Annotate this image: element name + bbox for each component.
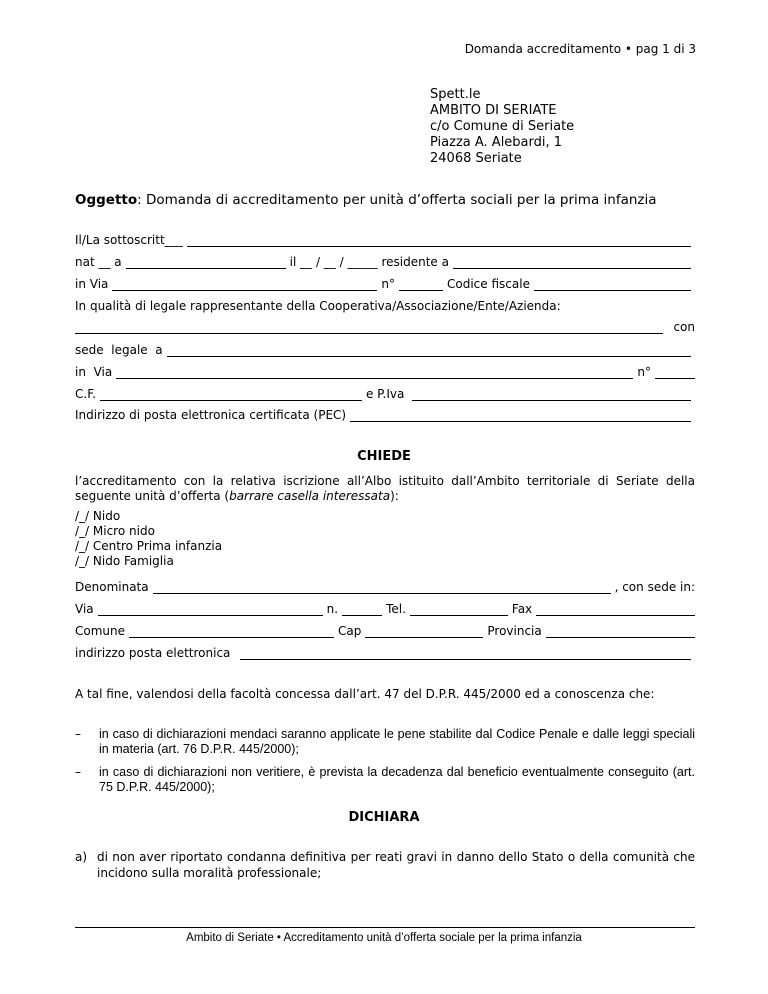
pec-label: Indirizzo di posta elettronica certificata (PEC) bbox=[75, 408, 347, 422]
footer-divider bbox=[75, 927, 695, 928]
address-row bbox=[75, 277, 695, 293]
denominata-row bbox=[75, 580, 695, 596]
street-field[interactable] bbox=[112, 279, 377, 291]
applicant-name-field[interactable] bbox=[187, 235, 691, 247]
unit-comune-row bbox=[75, 624, 695, 640]
option-nido-famiglia-checkbox[interactable]: /_/ Nido Famiglia bbox=[75, 554, 174, 568]
cap-field[interactable] bbox=[365, 626, 483, 638]
option-micro-nido-checkbox[interactable]: /_/ Micro nido bbox=[75, 524, 155, 538]
unit-n-label: n. bbox=[326, 602, 339, 616]
unit-email-row bbox=[75, 646, 695, 662]
via2-label: in Via bbox=[75, 365, 113, 379]
qualita-label: In qualità di legale rappresentante della Cooperativa/Associazione/Ente/Azienda: bbox=[75, 299, 561, 313]
email-label: indirizzo posta elettronica bbox=[75, 646, 231, 660]
pec-row bbox=[75, 408, 695, 424]
sede-number-field[interactable] bbox=[655, 367, 695, 379]
address-line: 24068 Seriate bbox=[430, 151, 522, 166]
chiede-text bbox=[75, 474, 695, 504]
piva-field[interactable] bbox=[412, 389, 691, 401]
unit-address-row bbox=[75, 602, 695, 618]
sede-address-row bbox=[75, 365, 695, 381]
organization-row bbox=[75, 320, 695, 336]
option-nido-checkbox[interactable]: /_/ Nido bbox=[75, 509, 121, 523]
dichiara-heading: DICHIARA bbox=[348, 810, 420, 825]
declaration-text: di non aver riportato condanna definitiva per reati gravi in danno dello Stato o della comunità che incidono sulla moralità professionale; bbox=[97, 850, 695, 880]
address-line: Spett.le bbox=[430, 87, 481, 102]
number-label: n° bbox=[381, 277, 395, 291]
denominata-field[interactable] bbox=[153, 582, 611, 594]
con-label: con bbox=[673, 320, 695, 334]
birth-row bbox=[75, 255, 695, 271]
unit-n-field[interactable] bbox=[342, 604, 382, 616]
sede-legale-label: sede legale a bbox=[75, 343, 163, 357]
codice-fiscale-field[interactable] bbox=[534, 279, 691, 291]
residence-field[interactable] bbox=[453, 257, 691, 269]
sede-legale-row bbox=[75, 343, 695, 359]
chiede-heading: CHIEDE bbox=[357, 449, 411, 464]
cap-label: Cap bbox=[338, 624, 362, 638]
declaration-item bbox=[75, 849, 695, 881]
chiede-text-before: l’accreditamento con la relativa iscrizione all’Albo istituito dall’Ambito territoriale di Seriate della seguente unità d’offerta ( bbox=[75, 474, 695, 503]
via-label: in Via bbox=[75, 277, 109, 291]
warning-text: in caso di dichiarazioni mendaci saranno applicate le pene stabilite dal Codice Penale e dalle leggi speciali in materia (art. 76 D.P.R. 445/2000); bbox=[99, 727, 695, 756]
tax-row bbox=[75, 387, 695, 403]
sede-street-field[interactable] bbox=[116, 367, 633, 379]
dash-marker: – bbox=[75, 765, 81, 779]
number2-label: n° bbox=[637, 365, 651, 379]
tel-field[interactable] bbox=[410, 604, 508, 616]
page-header: Domanda accreditamento • pag 1 di 3 bbox=[464, 42, 696, 56]
residente-label: residente a bbox=[381, 255, 449, 269]
provincia-field[interactable] bbox=[546, 626, 695, 638]
page-footer: Ambito di Seriate • Accreditamento unità d’offerta sociale per la prima infanzia bbox=[186, 932, 582, 944]
cf-label: C.F. bbox=[75, 387, 96, 401]
fax-field[interactable] bbox=[536, 604, 695, 616]
address-line: Piazza A. Alebardi, 1 bbox=[430, 135, 563, 150]
sede-legale-field[interactable] bbox=[167, 345, 691, 357]
email-field[interactable] bbox=[240, 648, 691, 660]
sottoscritt-label: Il/La sottoscritt___ bbox=[75, 233, 183, 247]
denominata-label: Denominata bbox=[75, 580, 149, 594]
birth-place-field[interactable] bbox=[126, 257, 286, 269]
comune-label: Comune bbox=[75, 624, 126, 638]
unit-via-field[interactable] bbox=[98, 604, 323, 616]
warning-item bbox=[75, 727, 695, 757]
dash-marker: – bbox=[75, 727, 81, 741]
fax-label: Fax bbox=[511, 602, 533, 616]
address-line: AMBITO DI SERIATE bbox=[430, 103, 557, 118]
piva-label: e P.Iva bbox=[365, 387, 405, 401]
chiede-text-italic: barrare casella interessata bbox=[229, 489, 391, 503]
warning-text: in caso di dichiarazioni non veritiere, è prevista la decadenza dal beneficio eventualmente conseguito (art. 75 D.P.R. 445/2000); bbox=[99, 765, 695, 794]
declaration-marker: a) bbox=[75, 850, 88, 864]
con-sede-label: , con sede in: bbox=[614, 580, 695, 594]
provincia-label: Provincia bbox=[487, 624, 542, 638]
tel-label: Tel. bbox=[386, 602, 406, 616]
unit-via-label: Via bbox=[75, 602, 94, 616]
nat-label: nat __ a bbox=[75, 255, 122, 269]
number-field[interactable] bbox=[399, 279, 443, 291]
codice-fiscale-label: Codice fiscale bbox=[447, 277, 530, 291]
birth-date-field[interactable]: il __ / __ / _____ bbox=[289, 255, 378, 269]
recipient-address bbox=[430, 87, 574, 167]
qualita-row bbox=[75, 299, 695, 315]
unit-type-options bbox=[75, 509, 222, 569]
intro-text: A tal fine, valendosi della facoltà concessa dall’art. 47 del D.P.R. 445/2000 ed a conoscenza che: bbox=[75, 687, 655, 701]
applicant-name-row bbox=[75, 233, 695, 249]
warning-item bbox=[75, 765, 695, 795]
cf-field[interactable] bbox=[100, 389, 362, 401]
organization-field[interactable] bbox=[75, 322, 663, 334]
comune-field[interactable] bbox=[129, 626, 334, 638]
chiede-text-after: ): bbox=[390, 489, 399, 503]
subject-line bbox=[75, 192, 657, 208]
option-centro-prima-infanzia-checkbox[interactable]: /_/ Centro Prima infanzia bbox=[75, 539, 223, 553]
pec-field[interactable] bbox=[350, 410, 691, 422]
address-line: c/o Comune di Seriate bbox=[430, 119, 575, 134]
subject-label: Oggetto bbox=[75, 192, 138, 208]
subject-text: : Domanda di accreditamento per unità d’offerta sociali per la prima infanzia bbox=[137, 192, 657, 208]
